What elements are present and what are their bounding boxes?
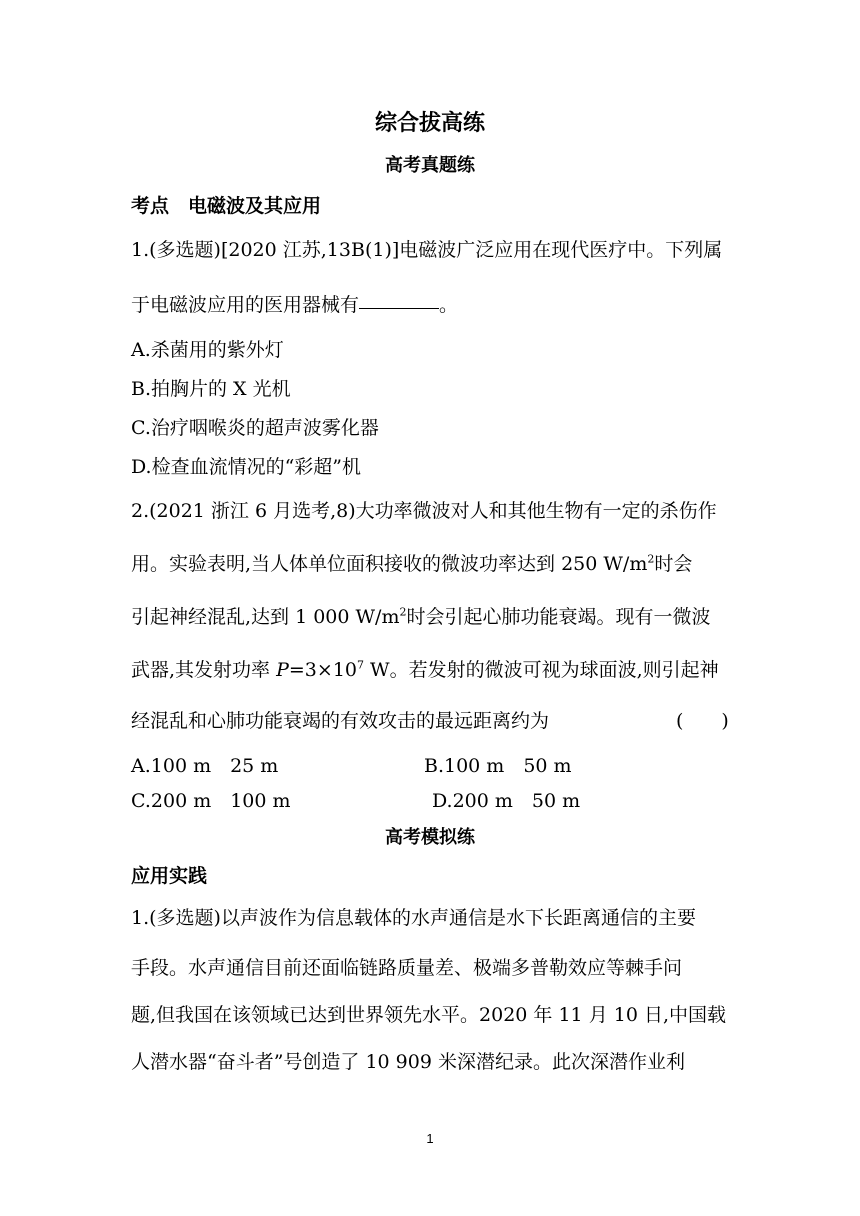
q1-option-a: A.杀菌用的紫外灯 bbox=[131, 339, 284, 361]
q1-line-2-end: 。 bbox=[439, 294, 459, 316]
q2-line-2-sup: 2 bbox=[647, 552, 655, 566]
q3-line-1: 1.(多选题)以声波作为信息载体的水声通信是水下长距离通信的主要 bbox=[131, 907, 696, 929]
q2-option-c: C.200 m 100 m bbox=[131, 790, 291, 812]
q2-line-4-sup: 7 bbox=[357, 658, 364, 672]
q2-line-3-a: 引起神经混乱,达到 1 000 W/m bbox=[131, 606, 400, 628]
q2-line-2 bbox=[131, 549, 692, 576]
q2-line-4 bbox=[131, 655, 719, 682]
q1-line-2 bbox=[131, 290, 458, 317]
page-number: 1 bbox=[426, 1131, 434, 1146]
q2-line-4-b: =3×10 bbox=[288, 659, 357, 681]
answer-blank bbox=[359, 307, 439, 309]
practice-heading: 应用实践 bbox=[131, 865, 208, 887]
q2-line-2-b: 时会 bbox=[654, 553, 693, 575]
q1-option-d: D.检查血流情况的“彩超”机 bbox=[131, 456, 362, 478]
q2-line-4-a: 武器,其发射功率 bbox=[131, 659, 277, 681]
q2-option-b: B.100 m 50 m bbox=[424, 755, 572, 777]
q1-line-2-text: 于电磁波应用的医用器械有 bbox=[131, 294, 360, 316]
q2-line-3-b: 时会引起心肺功能衰竭。现有一微波 bbox=[406, 606, 711, 628]
q3-line-2: 手段。水声通信目前还面临链路质量差、极端多普勒效应等棘手问 bbox=[131, 957, 683, 979]
q2-line-5: 经混乱和心肺功能衰竭的有效攻击的最远距离约为 bbox=[131, 710, 550, 732]
q1-option-c: C.治疗咽喉炎的超声波雾化器 bbox=[131, 417, 379, 439]
q2-option-d: D.200 m 50 m bbox=[432, 790, 581, 812]
section-heading-real-exam: 高考真题练 bbox=[385, 155, 475, 176]
topic-heading: 考点 电磁波及其应用 bbox=[131, 195, 322, 217]
q1-line-1: 1.(多选题)[2020 江苏,13B(1)]电磁波广泛应用在现代医疗中。下列属 bbox=[131, 239, 723, 261]
q2-power-symbol: P bbox=[276, 659, 289, 681]
q3-line-3: 题,但我国在该领域已达到世界领先水平。2020 年 11 月 10 日,中国载 bbox=[131, 1004, 726, 1026]
answer-parentheses: ( ) bbox=[676, 710, 729, 732]
q1-option-b: B.拍胸片的 X 光机 bbox=[131, 378, 291, 400]
q2-option-a: A.100 m 25 m bbox=[131, 755, 279, 777]
q2-line-3 bbox=[131, 602, 710, 629]
q3-line-4: 人潜水器“奋斗者”号创造了 10 909 米深潜纪录。此次深潜作业利 bbox=[131, 1051, 685, 1073]
section-heading-mock-exam: 高考模拟练 bbox=[385, 827, 475, 848]
page-title: 综合拔高练 bbox=[374, 110, 485, 136]
q2-line-1: 2.(2021 浙江 6 月选考,8)大功率微波对人和其他生物有一定的杀伤作 bbox=[131, 500, 717, 522]
q2-line-2-a: 用。实验表明,当人体单位面积接收的微波功率达到 250 W/m bbox=[131, 553, 648, 575]
q2-line-3-sup: 2 bbox=[399, 605, 407, 619]
q2-line-4-c: W。若发射的微波可视为球面波,则引起神 bbox=[364, 659, 719, 681]
